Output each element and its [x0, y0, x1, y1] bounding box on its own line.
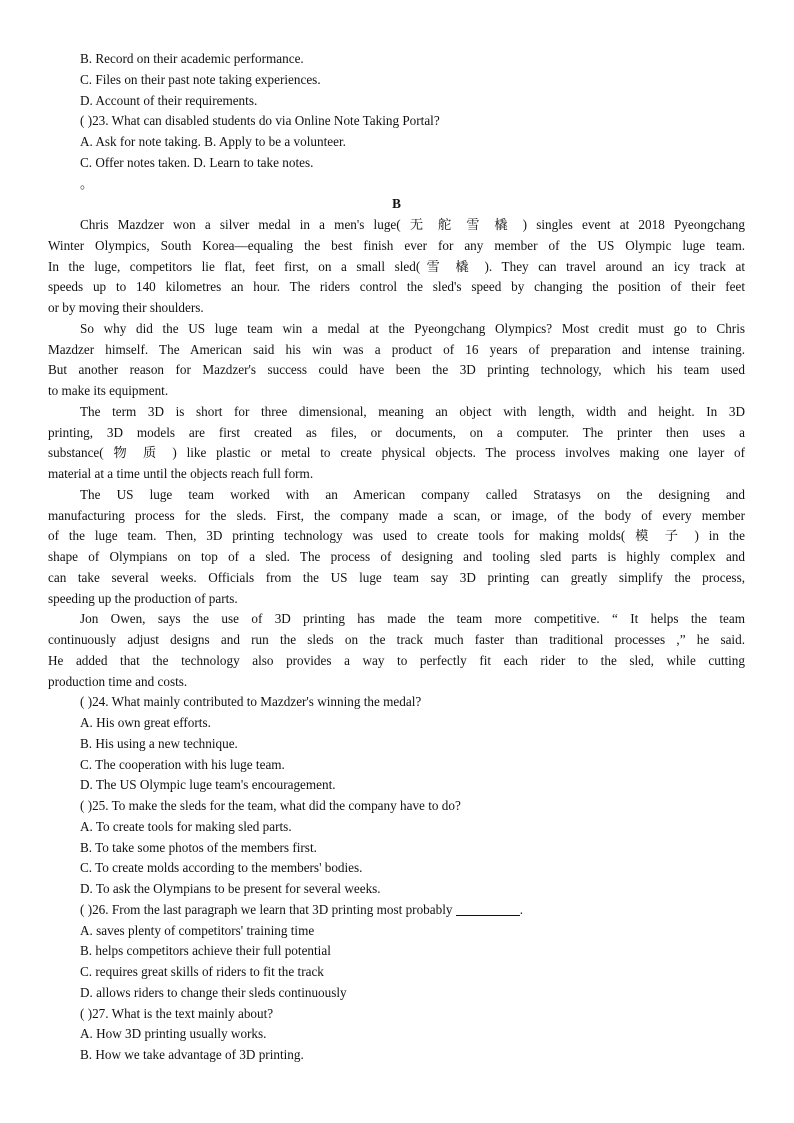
passage-paragraph [48, 319, 745, 402]
reading-passage [48, 215, 745, 692]
passage-line: Mazdzer himself. The American said his win was a product of 16 years of preparation and intense training. [48, 341, 745, 357]
option-text: D. Account of their requirements. [80, 92, 258, 108]
question-26 [48, 900, 745, 1004]
worksheet-page [48, 49, 745, 1066]
question-stem: ( )23. What can disabled students do via Online Note Taking Portal? [80, 113, 440, 129]
question-22-options [48, 49, 745, 111]
passage-line: He added that the technology also provides a way to perfectly fit each rider to the sled, while cutting [48, 652, 745, 668]
option-text: A. To create tools for making sled parts. [80, 818, 292, 834]
question-stem: ( )27. What is the text mainly about? [80, 1005, 274, 1021]
option-text: D. allows riders to change their sleds continuously [80, 984, 347, 1000]
option-text: D. To ask the Olympians to be present for several weeks. [80, 881, 381, 896]
passage-line: to make its equipment. [48, 383, 169, 398]
option-text: B. helps competitors achieve their full potential [80, 943, 331, 959]
option-text: C. requires great skills of riders to fit the track [80, 964, 324, 979]
passage-line: material at a time until the objects reach full form. [48, 466, 314, 481]
passage-line: can take several weeks. Officials from the US luge team say 3D printing can greatly simplify the process, [48, 569, 745, 585]
option-text: A. His own great efforts. [80, 715, 211, 730]
question-27 [48, 1004, 745, 1066]
passage-line: The term 3D is short for three dimensional, meaning an object with length, width and height. In 3D [80, 403, 745, 419]
passage-line: speeding up the production of parts. [48, 590, 238, 606]
passage-line: In the luge, competitors lie flat, feet first, on a small sled(雪 橇 ). They can travel around an icy track at [48, 258, 745, 274]
option-text: C. The cooperation with his luge team. [80, 756, 285, 772]
passage-line: speeds up to 140 kilometres an hour. The riders control the sled's speed by changing the position of their feet [48, 279, 745, 295]
passage-line: of the luge team. Then, 3D printing technology was used to create tools for making molds( 模 子 ) in the [48, 528, 745, 544]
passage-paragraph [48, 215, 745, 319]
option-text: B. Record on their academic performance. [80, 51, 304, 66]
question-stem: ( )25. To make the sleds for the team, what did the company have to do? [80, 798, 461, 813]
option-text: A. saves plenty of competitors' training time [80, 922, 315, 938]
option-text: B. To take some photos of the members first. [80, 839, 317, 855]
passage-paragraph [48, 485, 745, 610]
passage-line: manufacturing process for the sleds. First, the company made a scan, or image, of the body of every member [48, 507, 745, 523]
option-text: C. To create molds according to the members' bodies. [80, 860, 363, 876]
question-24 [48, 692, 745, 796]
answer-blank [456, 903, 520, 916]
passage-line: Jon Owen, says the use of 3D printing has made the team more competitive. “ It helps the team [80, 611, 745, 627]
passage-line: shape of Olympians on top of a sled. The process of designing and tooling sled parts is highly complex and [48, 549, 745, 564]
passage-line: So why did the US luge team win a medal at the Pyeongchang Olympics? Most credit must go to Chris [80, 320, 745, 336]
passage-line: substance( 物 质 ) like plastic or metal to create physical objects. The process involves making one layer of [48, 445, 745, 461]
passage-paragraph [48, 609, 745, 692]
section-heading: B [392, 196, 401, 212]
stray-mark: 。 [80, 175, 94, 191]
question-stem: ( )24. What mainly contributed to Mazdzer's winning the medal? [80, 694, 422, 710]
passage-paragraph [48, 402, 745, 485]
passage-line: printing, 3D models are first created as files, or documents, on a computer. The printer then uses a [48, 424, 745, 440]
question-stem-text: ( )26. From the last paragraph we learn that 3D printing most probably [80, 901, 456, 917]
option-text: A. How 3D printing usually works. [80, 1026, 267, 1042]
passage-line: or by moving their shoulders. [48, 300, 204, 315]
option-text: B. His using a new technique. [80, 735, 238, 751]
option-text: C. Files on their past note taking experiences. [80, 71, 321, 87]
passage-line: production time and costs. [48, 673, 188, 689]
passage-line: Chris Mazdzer won a silver medal in a men's luge( 无 舵 雪 橇 ) singles event at 2018 Pyeongchang [80, 217, 745, 232]
question-stem-end: . [519, 901, 524, 917]
question-25 [48, 796, 745, 900]
option-text: D. The US Olympic luge team's encouragement. [80, 777, 336, 793]
question-23 [48, 111, 745, 173]
passage-line: The US luge team worked with an American company called Stratasys on the designing and [80, 486, 745, 502]
option-text: B. How we take advantage of 3D printing. [80, 1047, 304, 1062]
passage-line: But another reason for Mazdzer's success could have been the 3D printing technology, which his team used [48, 362, 745, 378]
question-stem [48, 900, 745, 921]
option-text: A. Ask for note taking. B. Apply to be a volunteer. [80, 134, 346, 149]
passage-line: continuously adjust designs and run the sleds on the track much faster than traditional processes ,” he said. [48, 632, 745, 647]
passage-line: Winter Olympics, South Korea—equaling the best finish ever for any member of the US Olympic luge team. [48, 237, 745, 253]
option-text: C. Offer notes taken. D. Learn to take notes. [80, 154, 314, 170]
